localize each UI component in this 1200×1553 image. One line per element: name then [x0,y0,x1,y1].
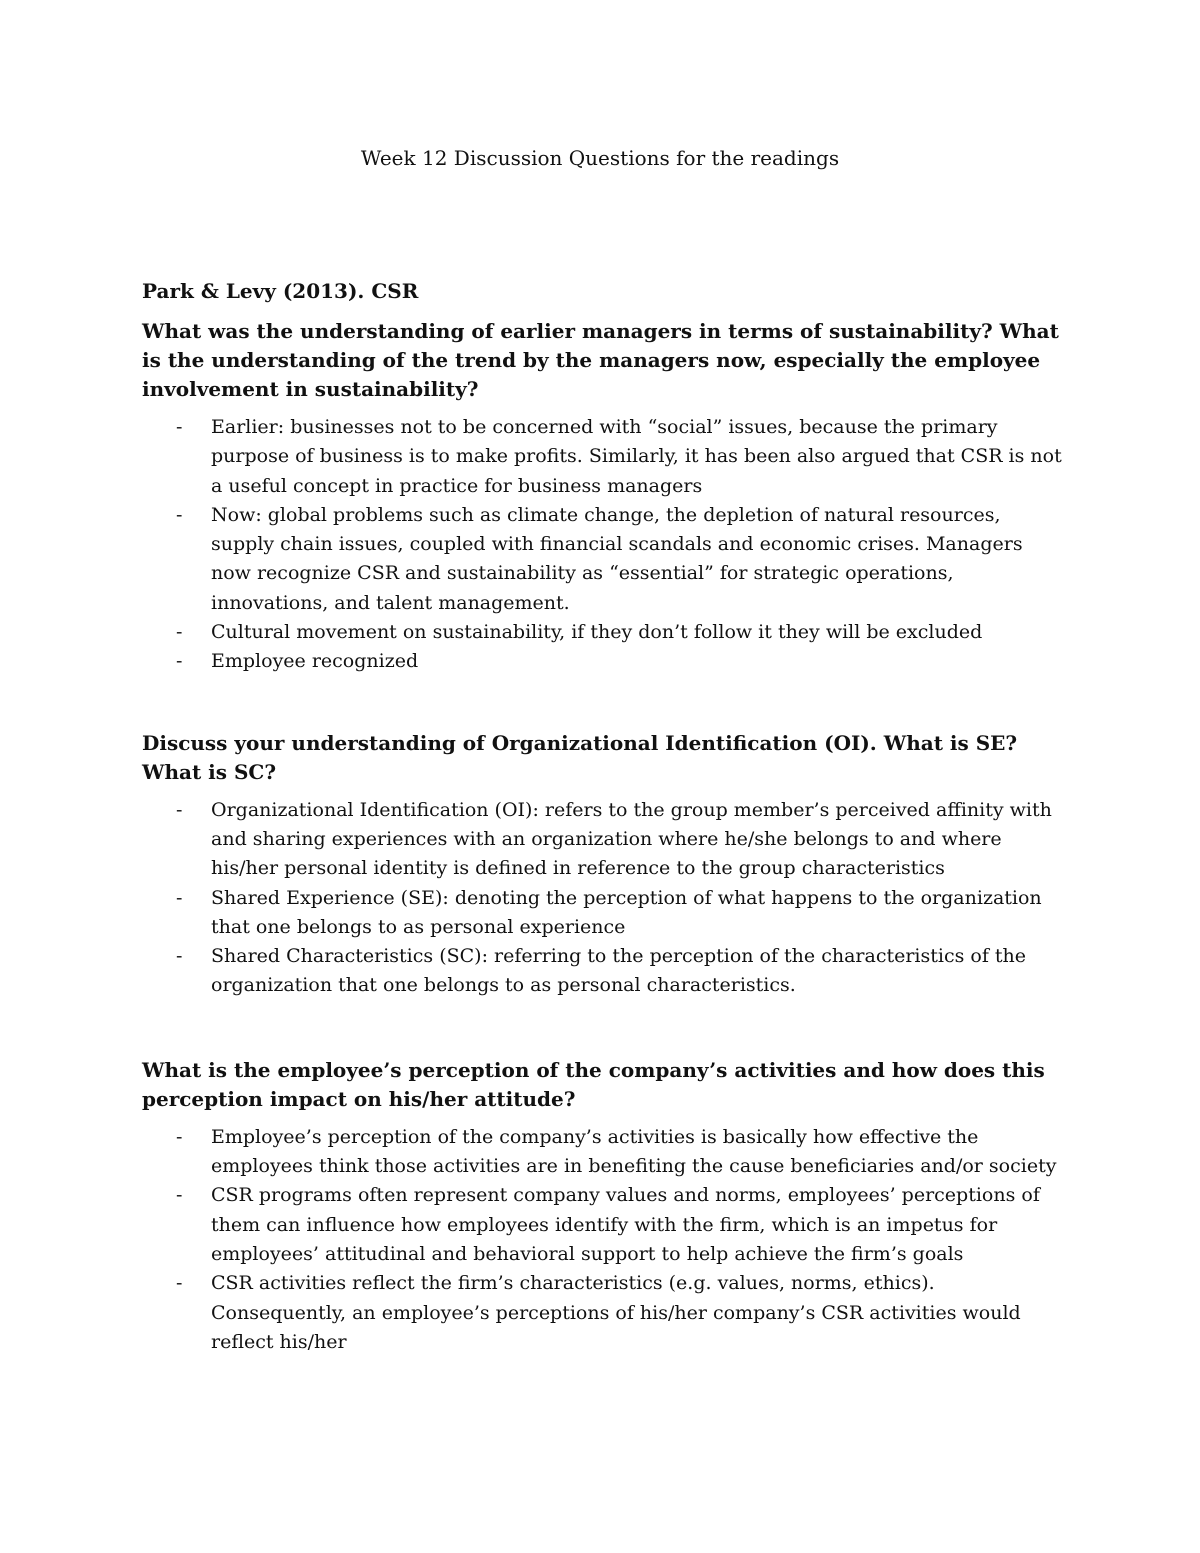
answer-item [142,884,1062,943]
dash-marker: - [176,945,183,968]
reading-reference: Park & Levy (2013). CSR [142,279,419,303]
dash-marker: - [176,650,183,673]
dash-marker: - [176,621,183,644]
answer-item [142,1269,1062,1357]
answer-list [142,413,1062,677]
answer-item [142,618,1062,647]
document-title: Week 12 Discussion Questions for the readings [360,146,840,170]
answer-text: CSR activities reflect the firm’s characteristics (e.g. values, norms, ethics). Consequently, an employee’s perceptions of his/her company’s CSR activities would reflect his/her [211,1272,1021,1353]
answer-text: Shared Characteristics (SC): referring to the perception of the characteristics of the organization that one belongs to as personal characteristics. [211,945,1027,997]
question-section-1 [142,317,1062,677]
dash-marker: - [176,416,183,438]
answer-text: Organizational Identification (OI): refers to the group member’s perceived affinity with and sharing experiences with an organization where he/she belongs to and where his/her personal identity is defined in reference to the group characteristics [211,798,1052,880]
answer-list [142,796,1062,1001]
question-heading: What was the understanding of earlier managers in terms of sustainability? What is the understanding of the trend by the managers now, especially the employee involvement in sustainability? [142,319,1059,401]
section-spacer [142,677,1062,729]
answer-item [142,1123,1062,1182]
answer-item [142,413,1062,501]
answer-item [142,942,1062,1001]
document-body [142,276,1062,1357]
answer-item [142,1181,1062,1269]
dash-marker: - [176,886,183,909]
question-section-3 [142,1056,1062,1357]
dash-marker: - [176,1125,183,1148]
question-section-2 [142,729,1062,1001]
question-heading: Discuss your understanding of Organizational Identification (OI). What is SE? What is SC? [142,730,1018,784]
answer-text: Cultural movement on sustainability, if they don’t follow it they will be excluded [211,621,983,644]
answer-text: CSR programs often represent company values and norms, employees’ perceptions of them can influence how employees identify with the firm, which is an impetus for employees’ attitudinal and behavioral support to help achieve the firm’s goals [211,1184,1040,1265]
answer-text: Earlier: businesses not to be concerned with “social” issues, because the primary purpose of business is to make profits. Similarly, it has been also argued that CSR is not a useful concept in practice for business managers [211,416,1062,497]
answer-text: Shared Experience (SE): denoting the perception of what happens to the organization that one belongs to as personal experience [211,886,1042,938]
answer-text: Employee’s perception of the company’s activities is basically how effective the employees think those activities are in benefiting the cause beneficiaries and/or society [211,1125,1057,1178]
dash-marker: - [176,1272,183,1295]
answer-list [142,1123,1062,1357]
dash-marker: - [176,1184,183,1207]
question-heading: What is the employee’s perception of the company’s activities and how does this perception impact on his/her attitude? [142,1057,1045,1111]
dash-marker: - [176,798,183,821]
section-spacer [142,1001,1062,1056]
answer-item [142,647,1062,676]
answer-item [142,796,1062,884]
answer-text: Now: global problems such as climate change, the depletion of natural resources, supply chain issues, coupled with financial scandals and economic crises. Managers now recognize CSR and sustainability as “essential” for strategic operations, innovations, and talent management. [211,503,1023,614]
answer-item [142,501,1062,618]
dash-marker: - [176,503,183,526]
answer-text: Employee recognized [211,650,419,673]
